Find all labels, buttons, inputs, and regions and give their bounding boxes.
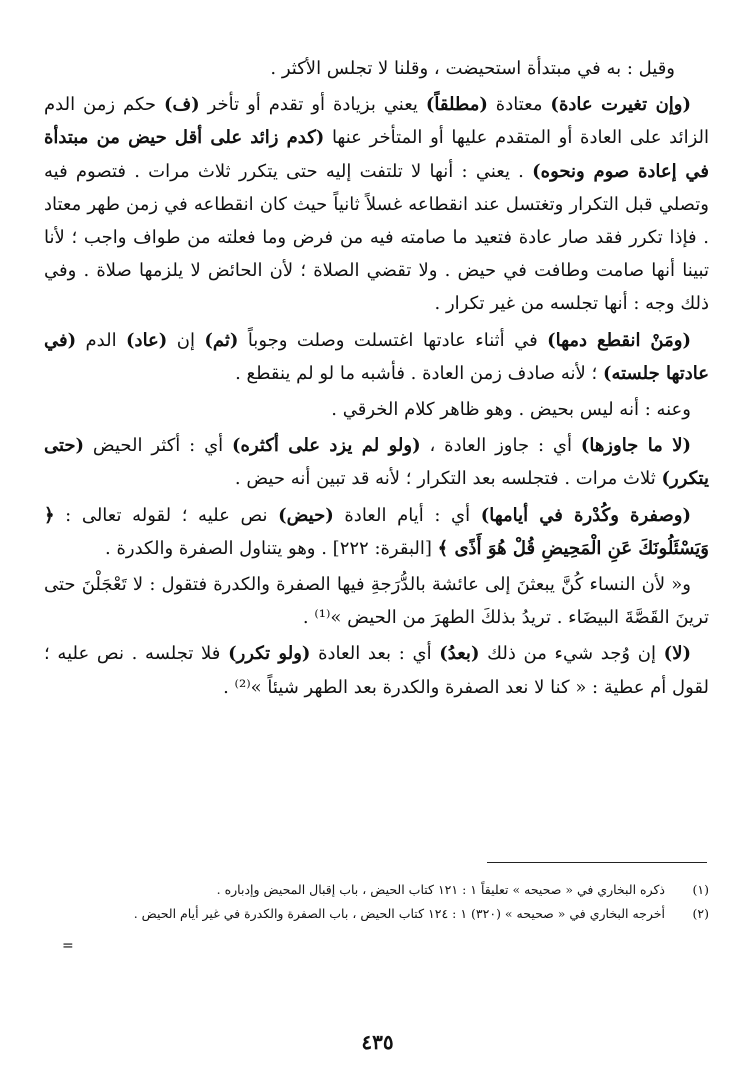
text-run: وقيل : به في مبتدأة استحيضت ، وقلنا لا تجلس الأكثر . bbox=[270, 58, 675, 79]
page-number: ٤٣٥ bbox=[361, 1030, 394, 1054]
bold-term: (ثم) bbox=[204, 329, 239, 351]
footnote-1 bbox=[44, 878, 709, 902]
paragraph bbox=[44, 52, 709, 85]
paragraph bbox=[44, 637, 709, 703]
text-run: يعني بزيادة أو تقدم أو تأخر bbox=[199, 94, 426, 116]
text-run: إن وُجد شيء من ذلك bbox=[479, 643, 664, 665]
bold-term: (ومَنْ انقطع دمها) bbox=[547, 329, 691, 351]
bold-term: (بعدُ) bbox=[439, 643, 480, 665]
footnote-2 bbox=[44, 902, 709, 926]
text-run: أي : بعد العادة bbox=[310, 643, 440, 665]
text-run: نص عليه ؛ لقوله تعالى : bbox=[54, 504, 279, 526]
text-run: إن bbox=[167, 329, 205, 351]
footnote-text: ذكره البخاري في « صحيحه » تعليقاً ١ : ١٢١ كتاب الحيض ، باب إقبال المحيض وإدباره . bbox=[216, 882, 665, 897]
bold-term: (ولو تكرر) bbox=[228, 643, 311, 665]
footnote-continuation-mark: = bbox=[62, 938, 74, 954]
text-run: وعنه : أنه ليس بحيض . وهو ظاهر كلام الخرقي . bbox=[331, 399, 691, 421]
bold-term: (ولو لم يزد على أكثره) bbox=[232, 435, 421, 457]
text-run: ؛ لأنه صادف زمن العادة . فأشبه ما لو لم ينقطع . bbox=[235, 362, 603, 384]
footnotes bbox=[44, 878, 709, 926]
bold-term: (في عادتها جلسته) bbox=[44, 329, 709, 384]
bold-term: (لا) bbox=[663, 643, 691, 665]
footnote-divider bbox=[487, 862, 707, 863]
bold-term: (عاد) bbox=[126, 329, 168, 351]
text-run: ثلاث مرات . فتجلسه بعد التكرار ؛ لأنه قد تبين أنه حيض . bbox=[234, 468, 662, 490]
text-run: الدم bbox=[76, 329, 127, 351]
text-run: فلا تجلسه . نص عليه ؛ لقول أم عطية : « كنا لا نعد الصفرة والكدرة بعد الطهر شيئاً »⁽²⁾ . bbox=[44, 643, 709, 698]
bold-term: (وإن تغيرت عادة) bbox=[550, 94, 691, 116]
paragraph bbox=[44, 88, 709, 320]
bold-term: (حيض) bbox=[278, 504, 334, 526]
bold-term: (كدم زائد على أقل حيض من مبتدأة في إعادة صوم ونحوه) bbox=[44, 127, 710, 182]
bold-term: (حتى يتكرر) bbox=[44, 435, 709, 490]
text-run: في أثناء عادتها اغتسلت وصلت وجوباً bbox=[238, 329, 548, 351]
bold-term: (لا ما جاوزها) bbox=[580, 435, 692, 457]
text-run: و« لأن النساء كُنَّ يبعثنَ إلى عائشة بالدُّرَجةِ فيها الصفرة والكدرة فتقول : لا تَعْجَلْنَ حتى ترينَ القَصَّةَ البيضَاء . تريدُ بذلكَ الطهرَ من الحيض »⁽¹⁾ . bbox=[44, 574, 709, 629]
text-run: أي : أيام العادة bbox=[333, 504, 481, 526]
footnote-text: أخرجه البخاري في « صحيحه » (٣٢٠) ١ : ١٢٤ كتاب الحيض ، باب الصفرة والكدرة في غير أيام الحيض . bbox=[133, 906, 665, 921]
bold-term: (ف) bbox=[163, 94, 200, 116]
paragraph bbox=[44, 568, 709, 634]
text-run: حكم زمن الدم الزائد على العادة أو المتقدم عليها أو المتأخر عنها bbox=[44, 94, 709, 149]
bold-term: ﴿ وَيَسْئَلُونَكَ عَنِ الْمَحِيضِ قُلْ هُوَ أَذًى ﴾ bbox=[44, 504, 709, 559]
paragraph bbox=[44, 499, 709, 565]
text-run: معتادة bbox=[487, 94, 551, 116]
paragraph bbox=[44, 429, 709, 495]
main-text bbox=[44, 52, 709, 707]
paragraph bbox=[44, 324, 709, 390]
footnote-number: (٢) bbox=[692, 906, 709, 921]
text-run: أي : أكثر الحيض bbox=[84, 435, 233, 457]
text-run: . يعني : أنها لا تلتفت إليه حتى يتكرر ثلاث مرات . فتصوم فيه وتصلي قبل التكرار وتغتسل عند انقطاعه غسلاً ثانياً حيث كان انقطاعه في زمن طهر معتاد . فإذا تكرر فقد صار عادة فتعيد ما صامته فيه من فرض وما فعلته من طواف واجب ؛ لأنا تبينا أنها صامت وطافت في حيض . ولا تقضي الصلاة ؛ لأن الحائض لا يلزمها صلاة . وفي ذلك وجه : أنها تجلسه من غير تكرار . bbox=[44, 160, 709, 315]
footnote-number: (١) bbox=[692, 882, 709, 897]
text-run: [البقرة: ٢٢٢] . وهو يتناول الصفرة والكدرة . bbox=[105, 537, 438, 559]
bold-term: (وصفرة وكُدْرة في أيامها) bbox=[480, 504, 691, 526]
bold-term: (مطلقاً) bbox=[425, 94, 488, 116]
paragraph bbox=[44, 393, 709, 426]
text-run: أي : جاوز العادة ، bbox=[420, 435, 581, 457]
